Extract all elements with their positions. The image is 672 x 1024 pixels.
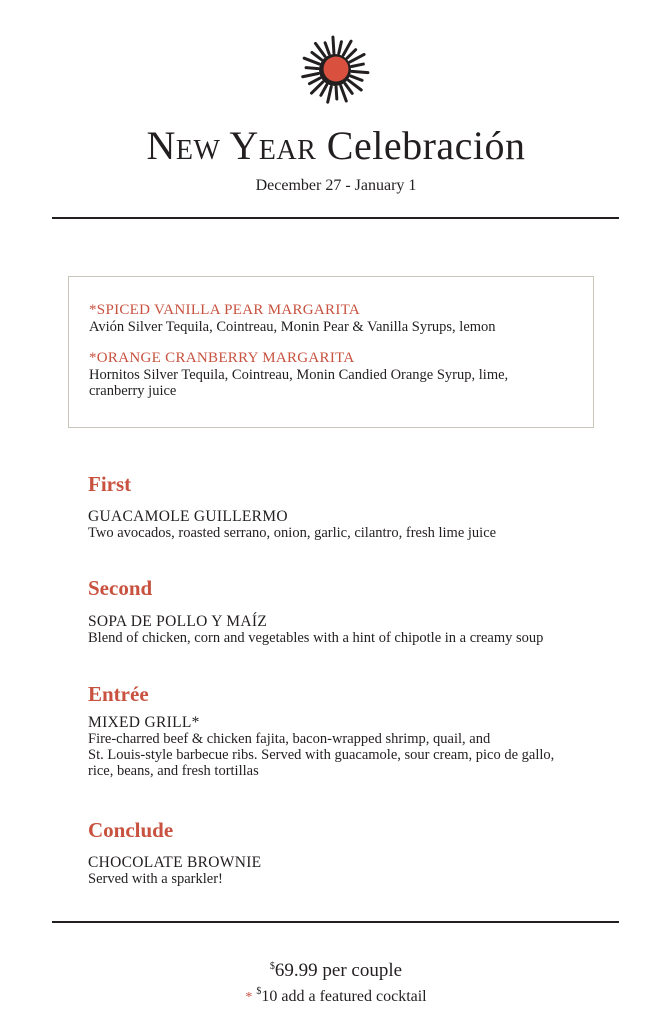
top-divider bbox=[52, 217, 619, 219]
dish-description: Served with a sparkler! bbox=[88, 871, 223, 887]
dish-name: MIXED GRILL* bbox=[88, 714, 200, 731]
featured-cocktails-box bbox=[68, 276, 594, 428]
title-main: Celebración bbox=[326, 123, 526, 168]
cocktail-item bbox=[89, 350, 579, 399]
sun-ray bbox=[303, 73, 319, 76]
cocktail-name: *ORANGE CRANBERRY MARGARITA bbox=[89, 350, 355, 366]
course-entree bbox=[88, 682, 608, 779]
dish-description: Two avocados, roasted serrano, onion, garlic, cilantro, fresh lime juice bbox=[88, 525, 497, 541]
sun-ray bbox=[336, 87, 337, 99]
dish-name: CHOCOLATE BROWNIE bbox=[88, 854, 262, 871]
cocktail-item bbox=[89, 302, 579, 335]
course-second bbox=[88, 576, 608, 646]
dish-description: Fire-charred beef & chicken fajita, bacon-wrapped shrimp, quail, and St. Louis-style barbecue ribs. Served with guacamole, sour cream, pico de gallo, rice, beans, and fresh tortillas bbox=[88, 731, 555, 779]
sun-ray bbox=[312, 52, 322, 59]
course-heading: First bbox=[88, 472, 132, 496]
sun-ray bbox=[311, 82, 322, 93]
course-heading: Entrée bbox=[88, 682, 149, 706]
course-conclude bbox=[88, 818, 608, 887]
dish-name: GUACAMOLE GUILLERMO bbox=[88, 508, 288, 525]
price-currency: $ bbox=[269, 961, 275, 972]
cocktail-name: *SPICED VANILLA PEAR MARGARITA bbox=[89, 302, 361, 318]
dish-description: Blend of chicken, corn and vegetables with a hint of chipotle in a creamy soup bbox=[88, 630, 544, 646]
sun-ray bbox=[343, 41, 351, 55]
price bbox=[0, 956, 672, 982]
sun-ray bbox=[306, 68, 318, 69]
course-first bbox=[88, 472, 608, 541]
sun-ray bbox=[345, 84, 352, 94]
sun-ray bbox=[352, 64, 364, 66]
course-heading: Conclude bbox=[88, 818, 174, 842]
sun-ray bbox=[351, 76, 362, 80]
sun-icon bbox=[298, 35, 372, 105]
sun-ray bbox=[325, 43, 329, 54]
addon-star: * bbox=[245, 990, 253, 1005]
dish-name: SOPA DE POLLO Y MAÍZ bbox=[88, 613, 268, 630]
sun-ray bbox=[347, 50, 356, 58]
cocktail-addon bbox=[0, 982, 672, 1008]
sun-ray bbox=[333, 37, 334, 53]
sun-ray bbox=[352, 71, 368, 72]
course-heading: Second bbox=[88, 576, 153, 600]
cocktail-description: Hornitos Silver Tequila, Cointreau, Monin Candied Orange Syrup, lime, cranberry juice bbox=[89, 367, 509, 399]
date-range: December 27 - January 1 bbox=[255, 177, 417, 194]
sun-ray bbox=[339, 42, 342, 54]
page-title bbox=[0, 122, 672, 170]
sun-ray bbox=[321, 85, 327, 95]
addon-text: 10 add a featured cocktail bbox=[261, 988, 427, 1005]
sun-ray bbox=[304, 58, 319, 64]
addon-currency: $ bbox=[256, 986, 262, 997]
cocktail-description: Avión Silver Tequila, Cointreau, Monin Pear & Vanilla Syrups, lemon bbox=[89, 319, 496, 335]
price-text: 69.99 per couple bbox=[274, 960, 403, 981]
sun-ray bbox=[350, 54, 364, 62]
sun-ray bbox=[309, 78, 320, 84]
bottom-divider bbox=[52, 921, 619, 923]
sun-ray bbox=[341, 86, 346, 101]
sun-ray bbox=[328, 87, 332, 103]
title-small-caps: New Year bbox=[146, 123, 317, 168]
